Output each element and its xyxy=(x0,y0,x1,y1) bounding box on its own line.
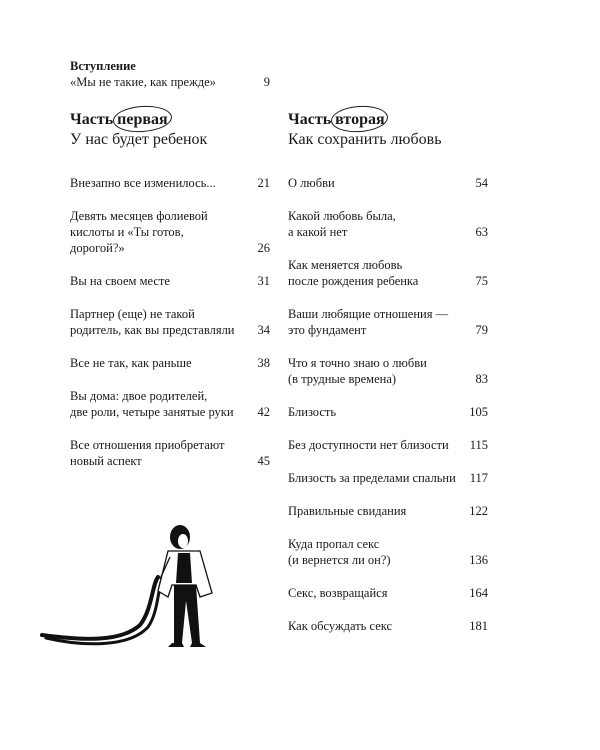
part-one-label xyxy=(70,110,168,130)
toc-entry-page: 117 xyxy=(469,471,488,485)
toc-entry[interactable] xyxy=(288,306,488,338)
toc-entry-title xyxy=(70,388,270,420)
toc-entry-title xyxy=(288,355,488,387)
toc-entry-line: Вы на своем месте xyxy=(70,274,170,288)
toc-entry-line: Как обсуждать секс xyxy=(288,619,393,633)
toc-entry-page: 31 xyxy=(257,274,270,288)
toc-entry-title xyxy=(70,208,270,256)
toc-entry-title xyxy=(70,175,270,191)
intro-title: «Мы не такие, как прежде» xyxy=(70,75,216,89)
toc-entry-line: (в трудные времена) xyxy=(288,372,397,386)
toc-entry-page: 122 xyxy=(469,504,488,518)
hose-line xyxy=(46,579,162,644)
toc-entry[interactable] xyxy=(70,208,270,256)
hand-drawn-circle xyxy=(112,104,172,134)
intro-block xyxy=(70,58,270,90)
toc-entry[interactable] xyxy=(288,175,488,191)
toc-entry-title xyxy=(288,175,488,191)
toc-entry-title xyxy=(288,437,488,453)
intro-heading: Вступление xyxy=(70,59,136,73)
toc-entry[interactable] xyxy=(70,306,270,338)
part-two-toc xyxy=(288,175,488,651)
toc-entry-line: Куда пропал секс xyxy=(288,537,380,551)
intro-page: 9 xyxy=(263,75,270,89)
toc-entry-line: Секс, возвращайся xyxy=(288,586,388,600)
figure-shoe xyxy=(190,643,206,647)
toc-entry-line: Близость xyxy=(288,405,337,419)
toc-entry-line: после рождения ребенка xyxy=(288,274,419,288)
toc-entry-line: Как меняется любовь xyxy=(288,258,403,272)
toc-entry[interactable] xyxy=(70,388,270,420)
part-one-toc xyxy=(70,175,270,486)
toc-entry-title xyxy=(288,208,488,240)
toc-entry-line: Какой любовь была, xyxy=(288,209,396,223)
toc-entry-line: Ваши любящие отношения — xyxy=(288,307,449,321)
toc-entry-page: 34 xyxy=(257,323,270,337)
toc-entry[interactable] xyxy=(288,618,488,634)
part-one-header xyxy=(70,110,207,150)
hand-drawn-circle xyxy=(330,104,389,134)
figure-top xyxy=(176,553,192,583)
woman-with-hose-illustration xyxy=(40,515,240,665)
toc-entry[interactable] xyxy=(70,355,270,371)
toc-entry-title xyxy=(288,257,488,289)
toc-entry-page: 164 xyxy=(469,586,488,600)
part-two-label-prefix: Часть xyxy=(288,111,336,128)
toc-entry-line: Все не так, как раньше xyxy=(70,356,192,370)
toc-entry-line: О любви xyxy=(288,176,335,190)
toc-entry[interactable] xyxy=(288,437,488,453)
toc-entry-line: кислоты и «Ты готов, дорогой?» xyxy=(70,225,184,255)
toc-entry[interactable] xyxy=(288,536,488,568)
toc-entry-title xyxy=(288,470,488,486)
toc-entry-line: это фундамент xyxy=(288,323,367,337)
toc-entry[interactable] xyxy=(70,175,270,191)
toc-entry-line: две роли, четыре занятые руки xyxy=(70,405,234,419)
toc-entry-page: 63 xyxy=(475,225,488,239)
part-one-label-word: первая xyxy=(117,110,168,130)
toc-entry-page: 136 xyxy=(469,553,488,567)
toc-entry-title xyxy=(288,585,488,601)
toc-entry-page: 38 xyxy=(257,356,270,370)
toc-entry[interactable] xyxy=(288,208,488,240)
toc-entry-title xyxy=(70,273,270,289)
toc-entry-line: Близость за пределами спальни xyxy=(288,471,456,485)
toc-entry-title xyxy=(70,306,270,338)
toc-entry-title xyxy=(288,306,488,338)
toc-entry-page: 105 xyxy=(469,405,488,419)
toc-entry[interactable] xyxy=(288,257,488,289)
toc-entry-title xyxy=(288,404,488,420)
toc-entry-line: Вы дома: двое родителей, xyxy=(70,389,208,403)
figure-face xyxy=(178,534,188,548)
part-one-title: У нас будет ребенок xyxy=(70,131,208,148)
toc-entry-page: 79 xyxy=(475,323,488,337)
toc-entry[interactable] xyxy=(288,355,488,387)
toc-entry-line: новый аспект xyxy=(70,454,142,468)
part-one-label-prefix: Часть xyxy=(70,111,118,128)
toc-entry[interactable] xyxy=(288,470,488,486)
toc-entry-page: 54 xyxy=(475,176,488,190)
figure-shoe xyxy=(168,643,184,647)
toc-entry-page: 26 xyxy=(257,241,270,255)
intro-entry[interactable] xyxy=(70,74,270,90)
toc-entry-page: 115 xyxy=(469,438,488,452)
toc-entry-line: Внезапно все изменилось... xyxy=(70,176,216,190)
toc-entry[interactable] xyxy=(288,404,488,420)
toc-entry-page: 83 xyxy=(475,372,488,386)
toc-entry-line: Правильные свидания xyxy=(288,504,407,518)
toc-entry-line: (и вернется ли он?) xyxy=(288,553,391,567)
toc-entry-page: 45 xyxy=(257,454,270,468)
toc-entry-page: 21 xyxy=(257,176,270,190)
toc-entry-title xyxy=(288,618,488,634)
part-two-label-word: вторая xyxy=(335,110,384,130)
toc-entry-page: 181 xyxy=(469,619,488,633)
toc-entry-title xyxy=(288,536,488,568)
toc-entry-title xyxy=(70,355,270,371)
toc-entry-title xyxy=(70,437,270,469)
toc-entry-line: Что я точно знаю о любви xyxy=(288,356,427,370)
toc-entry-title xyxy=(288,503,488,519)
toc-entry-line: Без доступности нет близости xyxy=(288,438,449,452)
hose-line xyxy=(42,577,158,639)
part-two-title: Как сохранить любовь xyxy=(288,131,442,148)
toc-entry-line: Партнер (еще) не такой xyxy=(70,307,195,321)
toc-entry-line: а какой нет xyxy=(288,225,348,239)
part-two-label xyxy=(288,110,385,130)
toc-entry-page: 42 xyxy=(257,405,270,419)
figure-trousers xyxy=(174,585,200,643)
toc-entry-line: Все отношения приобретают xyxy=(70,438,225,452)
toc-entry[interactable] xyxy=(70,437,270,469)
toc-entry-line: родитель, как вы представляли xyxy=(70,323,235,337)
part-two-header xyxy=(288,110,441,150)
toc-entry[interactable] xyxy=(70,273,270,289)
toc-entry-page: 75 xyxy=(475,274,488,288)
toc-entry[interactable] xyxy=(288,585,488,601)
toc-entry[interactable] xyxy=(288,503,488,519)
toc-entry-line: Девять месяцев фолиевой xyxy=(70,209,208,223)
